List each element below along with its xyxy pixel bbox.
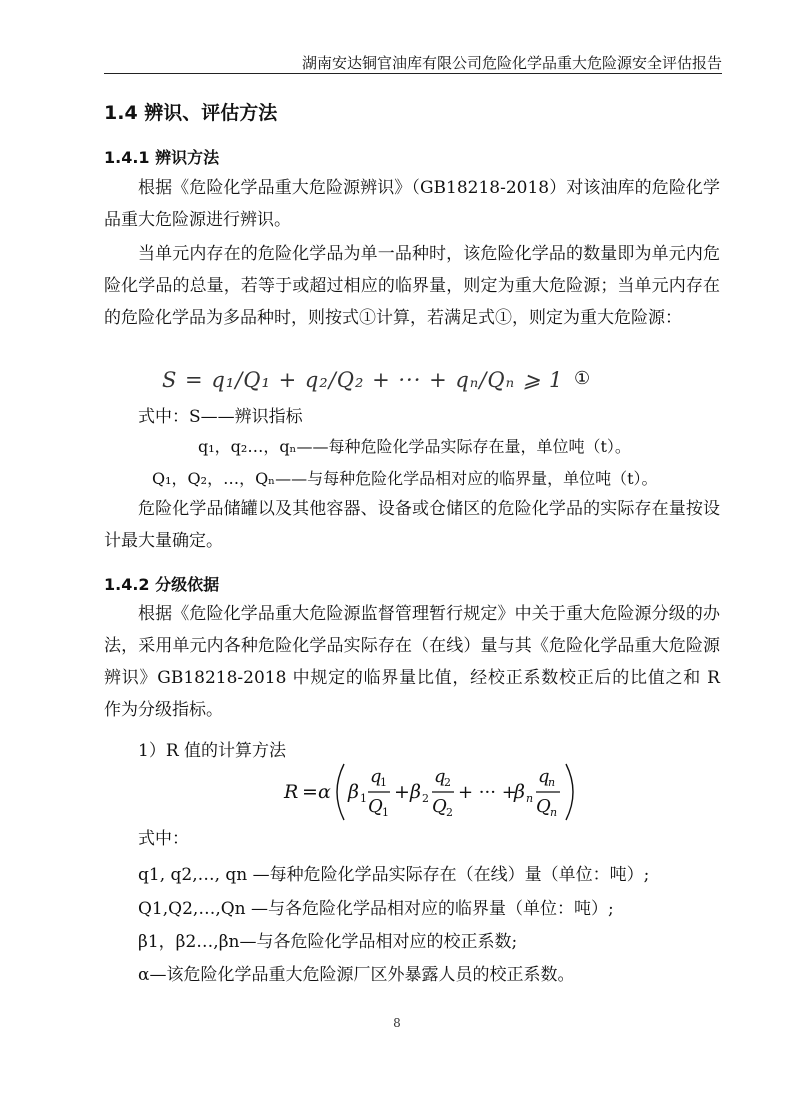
header-rule — [104, 73, 722, 74]
beta-n-subscript: n — [526, 792, 534, 805]
formula-number: ① — [574, 368, 591, 389]
subsection-title-1-4-1: 1.4.1 辨识方法 — [104, 148, 220, 167]
Q1: Q — [368, 796, 383, 817]
definition-beta: β1，β2…,βn—与各危险化学品相对应的校正系数; — [138, 932, 518, 952]
list-item: 1）R 值的计算方法 — [138, 741, 287, 761]
q1: q — [370, 766, 382, 787]
beta-2-subscript: 2 — [422, 792, 429, 805]
Q2-subscript: 2 — [446, 806, 453, 819]
where-label: 式中： — [138, 829, 189, 849]
paragraph: 当单元内存在的危险化学品为单一品种时，该危险化学品的数量即为单元内危险化学品的总量，若等于或超过相应的临界量，则定为重大危险源；当单元内存在的危险化学品为多品种时，则按式①计算，若满足式①，则定为重大危险源： — [104, 244, 720, 328]
definition-alpha: α—该危险化学品重大危险源厂区外暴露人员的校正系数。 — [138, 965, 575, 985]
qn: q — [538, 766, 550, 787]
definition-q: q₁，q₂…，qₙ——每种危险化学品实际存在量，单位吨（t）。 — [198, 437, 631, 456]
right-paren — [566, 764, 573, 820]
subsection-title-1-4-2: 1.4.2 分级依据 — [104, 575, 220, 594]
q1-subscript: 1 — [380, 776, 387, 789]
page-number: 8 — [393, 1016, 401, 1030]
beta-2: β — [410, 781, 421, 803]
Q2: Q — [432, 796, 447, 817]
formula-lhs: R — [284, 781, 299, 803]
paragraph: 危险化学品储罐以及其他容器、设备或仓储区的危险化学品的实际存在量按设计最大量确定。 — [104, 499, 720, 551]
plus-ellipsis: + ··· + — [458, 782, 517, 803]
Q1-subscript: 1 — [382, 806, 389, 819]
left-paren — [337, 764, 344, 820]
beta-n: β — [514, 781, 525, 803]
identification-formula: S = q₁/Q₁ + q₂/Q₂ + ··· + qₙ/Qₙ ⩾ 1 — [162, 368, 564, 392]
Qn: Q — [536, 796, 551, 817]
section-title: 1.4 辨识、评估方法 — [104, 102, 278, 124]
paragraph: 根据《危险化学品重大危险源监督管理暂行规定》中关于重大危险源分级的办法，采用单元内各种危险化学品实际存在（在线）量与其《危险化学品重大危险源辨识》GB18218-2018 中规定的临界量比值，经校正系数校正后的比值之和 R 作为分级指标。 — [104, 604, 720, 720]
beta-1-subscript: 1 — [360, 792, 367, 805]
qn-subscript: n — [548, 776, 556, 789]
definition-Q: Q₁，Q₂，…，Qₙ——与每种危险化学品相对应的临界量，单位吨（t）。 — [152, 469, 658, 488]
definition-q: q1, q2,…, qn —每种危险化学品实际存在（在线）量（单位：吨）; — [138, 865, 650, 885]
r-value-formula — [280, 760, 590, 824]
definition-Q: Q1,Q2,…,Qn —与各危险化学品相对应的临界量（单位：吨）; — [138, 899, 614, 919]
Qn-subscript: n — [550, 806, 558, 819]
plus-1: + — [394, 781, 410, 803]
q2: q — [434, 766, 446, 787]
beta-1: β — [348, 781, 359, 803]
where-label: 式中：S——辨识指标 — [138, 407, 303, 427]
header-title: 湖南安达铜官油库有限公司危险化学品重大危险源安全评估报告 — [301, 54, 722, 72]
q2-subscript: 2 — [444, 776, 451, 789]
formula-alpha: α — [318, 781, 331, 803]
paragraph: 根据《危险化学品重大危险源辨识》（GB18218-2018）对该油库的危险化学品重大危险源进行辨识。 — [104, 178, 720, 230]
formula-equals: = — [302, 781, 318, 803]
